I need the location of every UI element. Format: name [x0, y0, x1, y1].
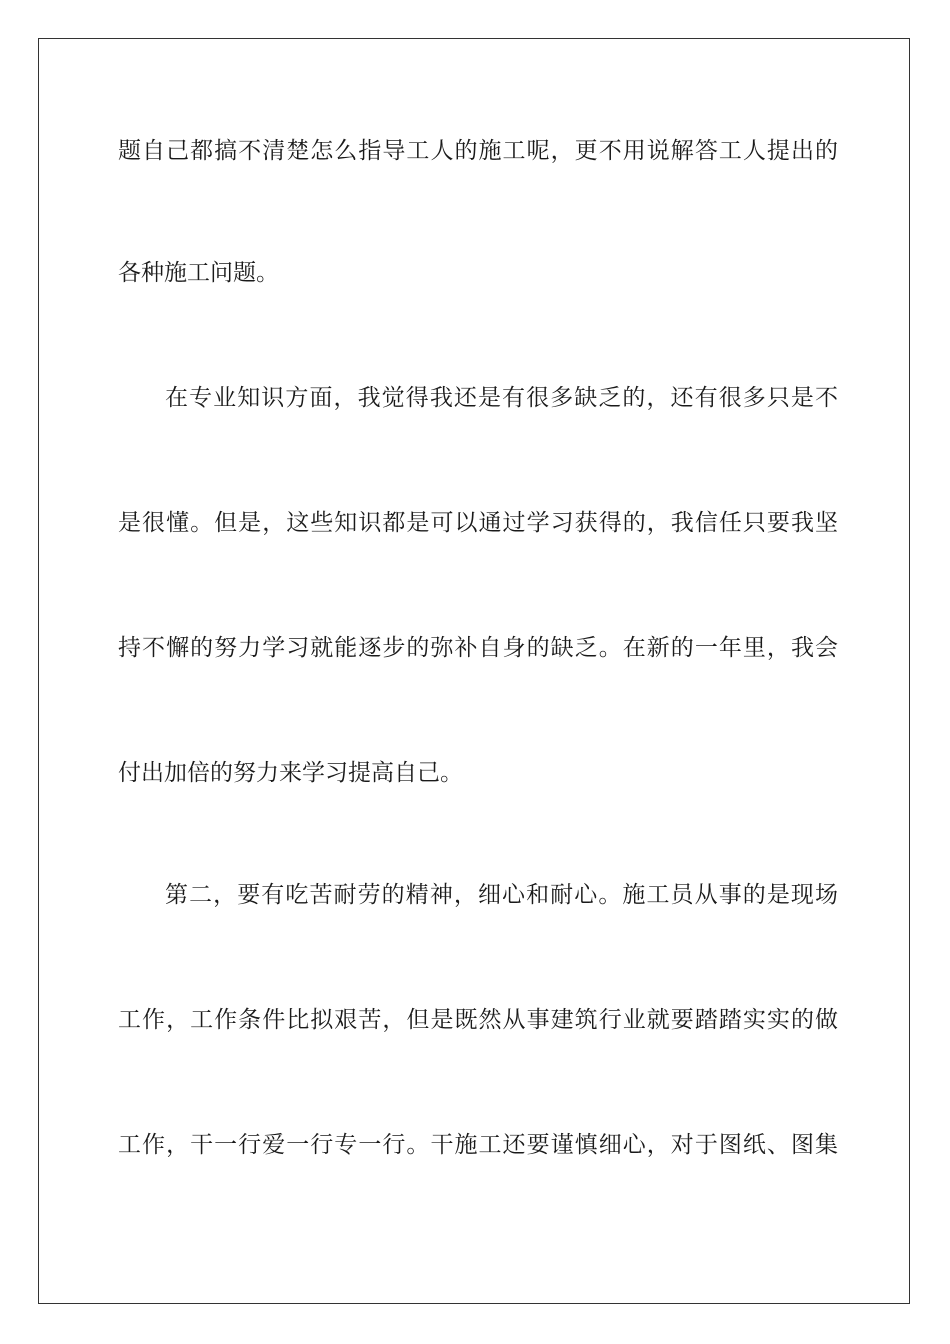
text-line: 各种施工问题。 — [118, 260, 279, 286]
text-line: 工作，工作条件比拟艰苦，但是既然从事建筑行业就要踏踏实实的做 — [118, 1007, 838, 1033]
text-line: 是很懂。但是，这些知识都是可以通过学习获得的，我信任只要我坚 — [118, 510, 838, 536]
text-line: 工作，干一行爱一行专一行。干施工还要谨慎细心，对于图纸、图集 — [118, 1132, 838, 1158]
page-border — [38, 38, 910, 1304]
paragraph-start-line: 在专业知识方面，我觉得我还是有很多缺乏的，还有很多只是不 — [165, 385, 838, 411]
text-line: 题自己都搞不清楚怎么指导工人的施工呢，更不用说解答工人提出的 — [118, 138, 838, 164]
text-line: 持不懈的努力学习就能逐步的弥补自身的缺乏。在新的一年里，我会 — [118, 635, 838, 661]
text-line: 付出加倍的努力来学习提高自己。 — [118, 760, 463, 786]
paragraph-start-line: 第二，要有吃苦耐劳的精神，细心和耐心。施工员从事的是现场 — [165, 882, 838, 908]
